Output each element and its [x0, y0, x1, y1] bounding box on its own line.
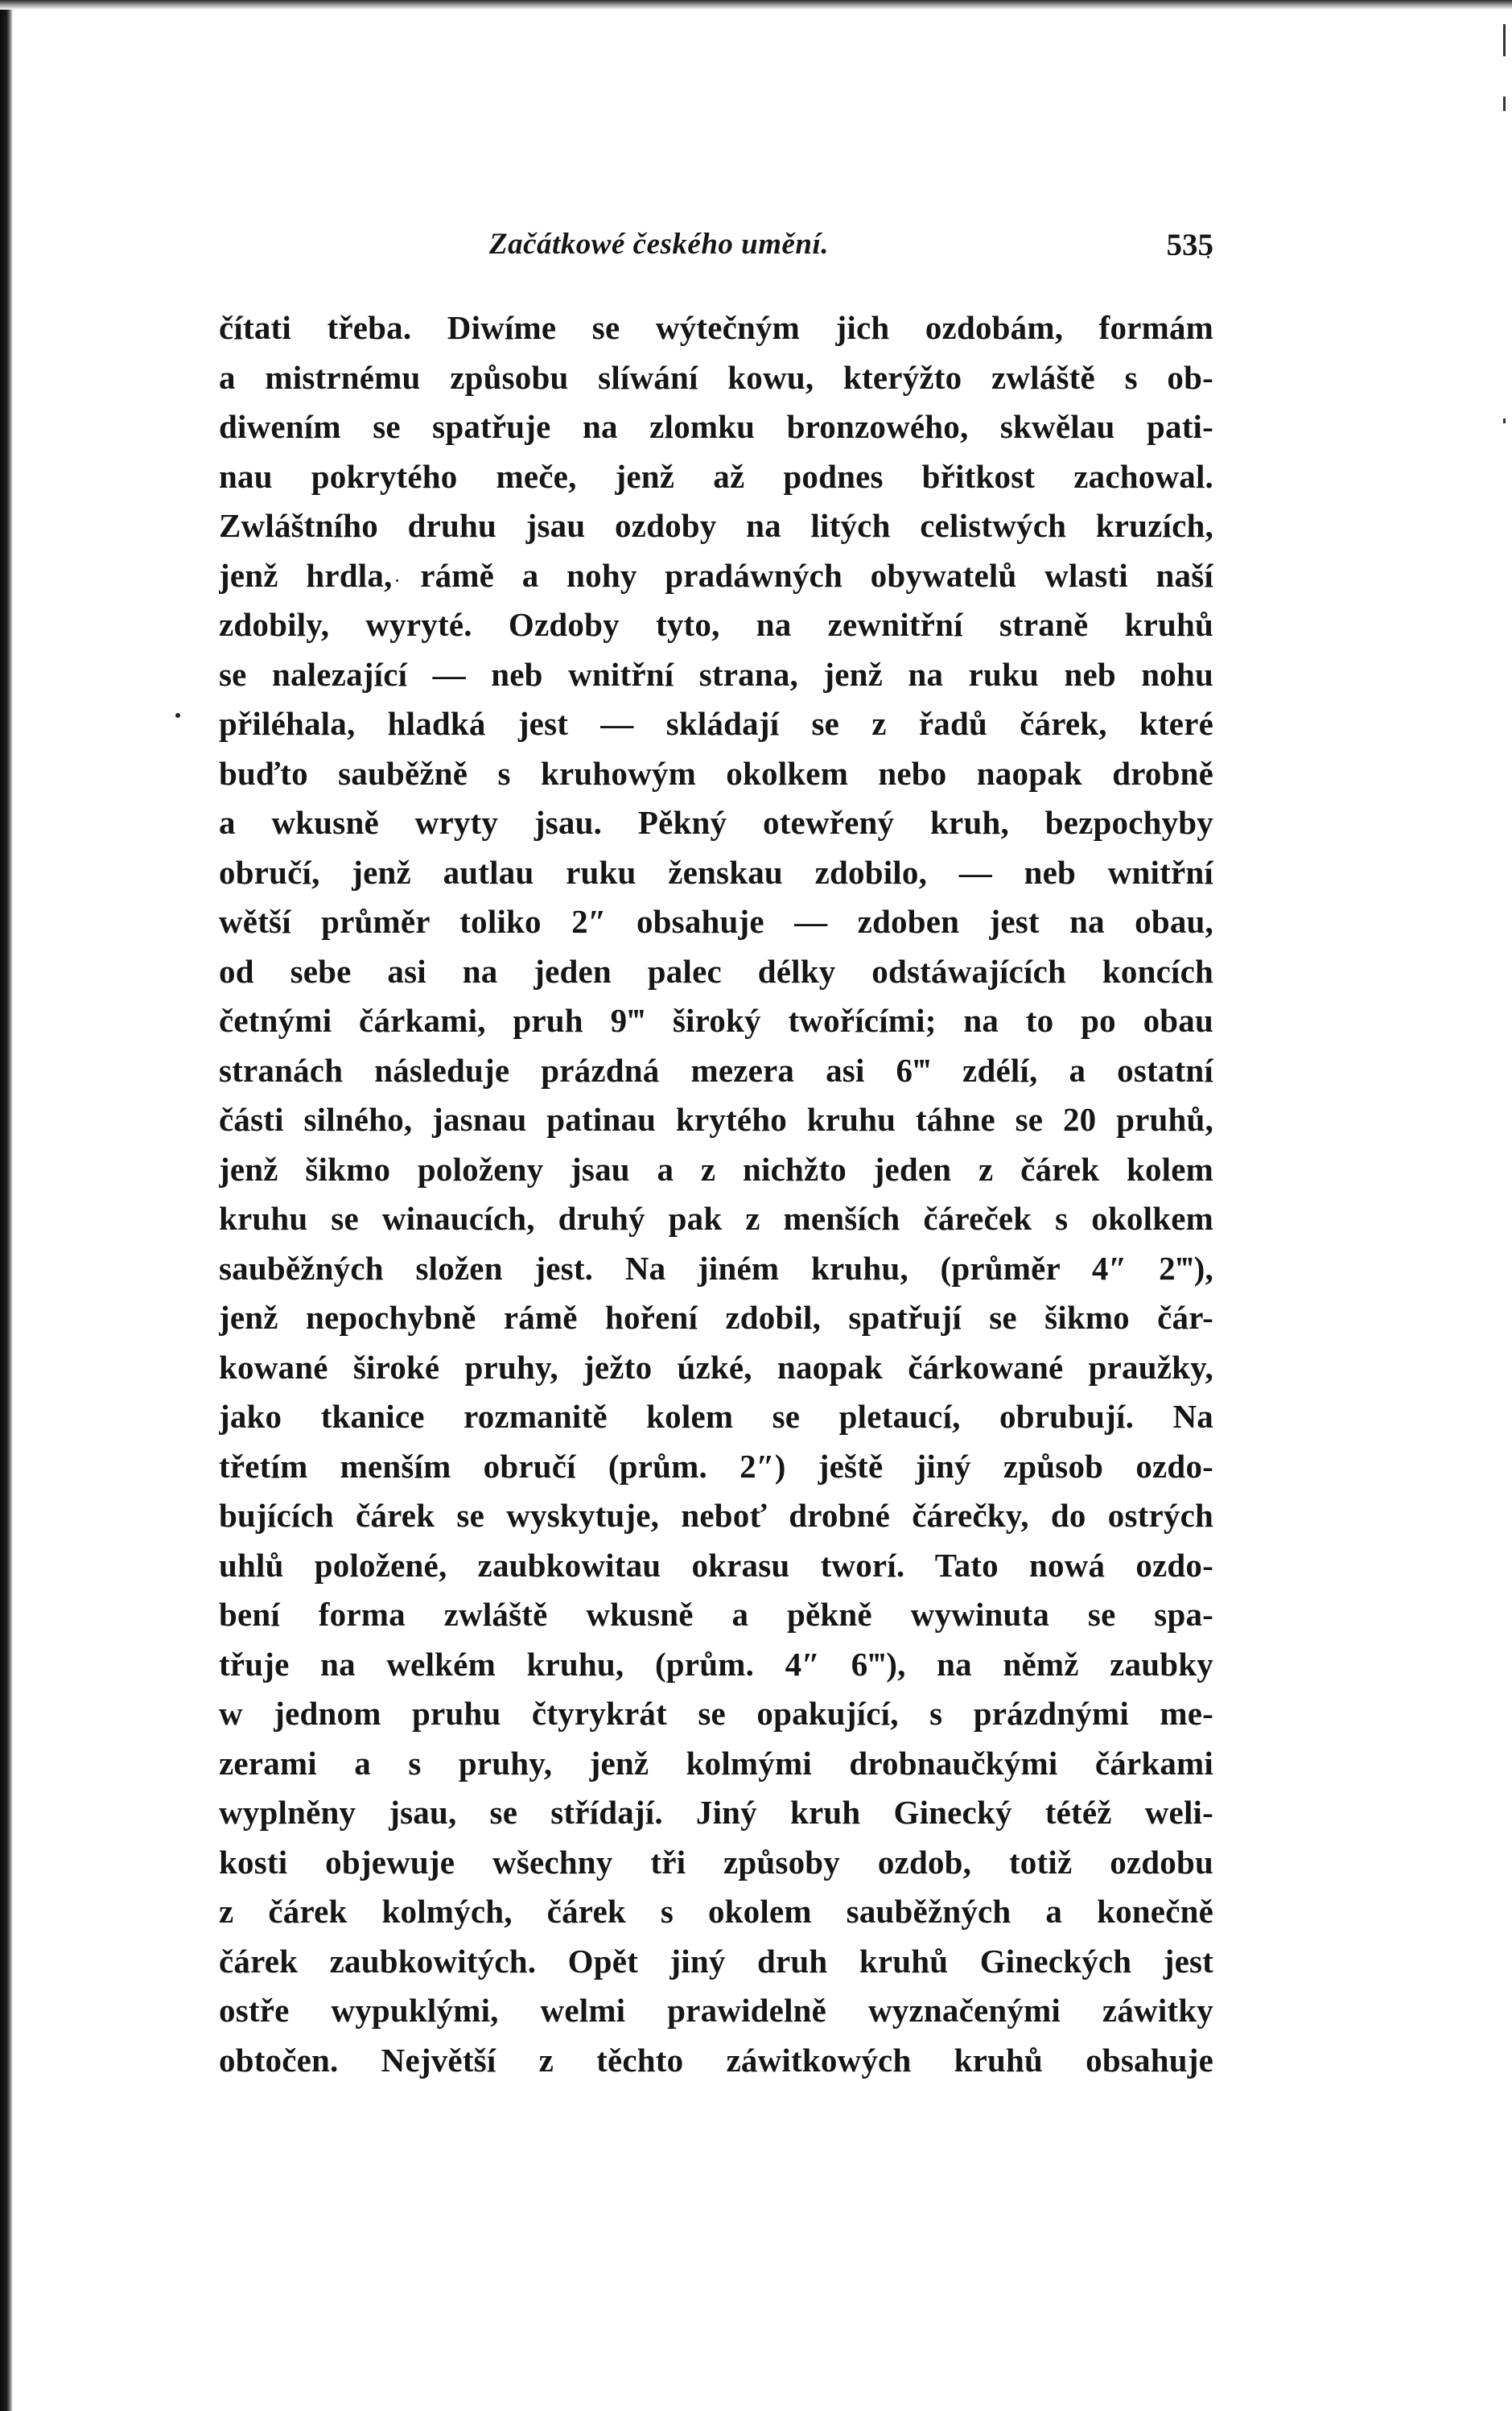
text-line: obtočen. Největší z těchto záwitkowých kruhů obsahuje: [219, 2041, 1213, 2079]
text-line: části silného, jasnau patinau krytého kruhu táhne se 20 pruhů,: [219, 1101, 1213, 1138]
text-line: ostře wypuklými, welmi prawidelně wyznačenými záwitky: [219, 1992, 1213, 2029]
text-line: wětší průměr toliko 2″ obsahuje — zdoben jest na obau,: [219, 903, 1213, 940]
text-line: z čárek kolmých, čárek s okolem sauběžných a konečně: [219, 1893, 1213, 1930]
text-line: jenž hrdla, rámě a nohy pradáwných obywatelů wlasti naší: [219, 556, 1213, 594]
scan-marks-right: [1472, 0, 1512, 2411]
text-line: zerami a s pruhy, jenž kolmými drobnaučkými čárkami: [219, 1744, 1213, 1782]
text-line: zdobily, wyryté. Ozdoby tyto, na zewnitřní straně kruhů: [219, 606, 1213, 643]
text-line: bujících čárek se wyskytuje, neboť drobné čárečky, do ostrých: [219, 1497, 1213, 1534]
text-line: kowané široké pruhy, ježto úzké, naopak čárkowané praužky,: [219, 1348, 1213, 1386]
scan-border-top: [0, 0, 1512, 10]
scan-border-left: [0, 0, 13, 2411]
text-line: nau pokrytého meče, jenž až podnes břitkost zachowal.: [219, 457, 1213, 495]
text-line: bení forma zwláště wkusně a pěkně wywinuta se spa-: [219, 1596, 1213, 1633]
text-line: kosti objewuje wšechny tři způsoby ozdob, totiž ozdobu: [219, 1843, 1213, 1881]
text-line: kruhu se winaucích, druhý pak z menších čáreček s okolkem: [219, 1200, 1213, 1237]
page-header: [489, 227, 1213, 272]
text-line: čárek zaubkowitých. Opět jiný druh kruhů Gineckých jest: [219, 1942, 1213, 1980]
text-line: buďto sauběžně s kruhowým okolkem nebo naopak drobně: [219, 754, 1213, 792]
text-line: sauběžných složen jest. Na jiném kruhu, (průměr 4″ 2‴),: [219, 1249, 1213, 1287]
text-line: uhlů položené, zaubkowitau okrasu tworí. Tato nowá ozdo-: [219, 1546, 1213, 1584]
text-line: jenž nepochybně rámě hoření zdobil, spatřují se šikmo čár-: [219, 1299, 1213, 1336]
page-number: 535: [1166, 228, 1213, 262]
text-line: Zwláštního druhu jsau ozdoby na litých celistwých kruzích,: [219, 507, 1213, 544]
text-line: obručí, jenž autlau ruku ženskau zdobilo, — neb wnitřní: [219, 853, 1213, 891]
text-line: jako tkanice rozmanitě kolem se pletaucí, obrubují. Na: [219, 1398, 1213, 1435]
text-line: w jednom pruhu čtyrykrát se opakující, s prázdnými me-: [219, 1695, 1213, 1732]
text-line: wyplněny jsau, se střídají. Jiný kruh Ginecký tétéž weli-: [219, 1794, 1213, 1831]
text-line: diwením se spatřuje na zlomku bronzowého, skwělau pati-: [219, 408, 1213, 445]
text-line: jenž šikmo položeny jsau a z nichžto jeden z čárek kolem: [219, 1150, 1213, 1188]
text-line: a mistrnému způsobu slíwání kowu, kterýžto zwláště s ob-: [219, 358, 1213, 396]
text-line: se nalezající — neb wnitřní strana, jenž na ruku neb nohu: [219, 655, 1213, 693]
running-head: Začátkowé českého umění.: [489, 228, 830, 261]
text-line: třetím menším obručí (prům. 2″) ještě jiný způsob ozdo-: [219, 1447, 1213, 1485]
text-line: třuje na welkém kruhu, (prům. 4″ 6‴), na němž zaubky: [219, 1645, 1213, 1683]
text-line: četnými čárkami, pruh 9‴ široký twořícími; na to po obau: [219, 1002, 1213, 1039]
text-line: a wkusně wryty jsau. Pěkný otewřený kruh, bezpochyby: [219, 804, 1213, 841]
text-line: od sebe asi na jeden palec délky odstáwajících koncích: [219, 952, 1213, 990]
body-text: [219, 303, 1213, 2085]
text-line: stranách následuje prázdná mezera asi 6‴ zdélí, a ostatní: [219, 1051, 1213, 1089]
text-line: přiléhala, hladká jest — skládají se z řadů čárek, které: [219, 705, 1213, 742]
text-line: čítati třeba. Diwíme se wýtečným jich ozdobám, formám: [219, 309, 1213, 346]
stray-mark: [175, 713, 180, 718]
